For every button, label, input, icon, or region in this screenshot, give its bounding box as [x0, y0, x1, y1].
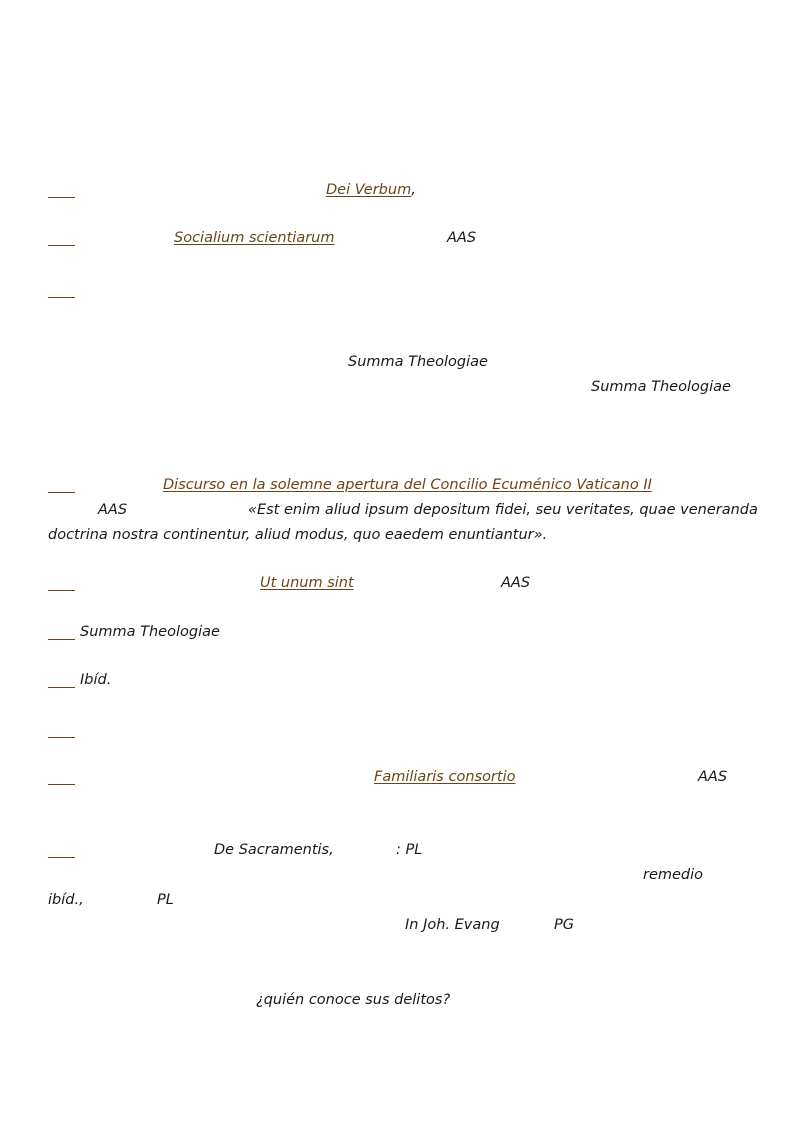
note-11-ref-2: PL	[157, 892, 174, 908]
note-11-ref-1: : PL	[396, 842, 423, 858]
discurso-vaticano-link[interactable]: Discurso en la solemne apertura del Concilio Ecuménico Vaticano II	[163, 477, 652, 493]
note-11-work: De Sacramentis,	[214, 842, 334, 858]
dei-verbum-link[interactable]: Dei Verbum	[326, 182, 412, 198]
note-1-comma: ,	[411, 182, 416, 198]
note-5-ref: AAS	[98, 502, 128, 518]
note-11-ref-3: PG	[554, 917, 574, 933]
note-6-ref: AAS	[501, 575, 531, 591]
footnote-marker[interactable]	[48, 492, 75, 493]
familiaris-consortio-link[interactable]: Familiaris consortio	[374, 769, 516, 785]
footnote-marker[interactable]	[48, 737, 75, 738]
footnote-marker[interactable]	[48, 197, 75, 198]
note-10-ref: AAS	[698, 769, 728, 785]
footnote-marker[interactable]	[48, 687, 75, 688]
footnote-marker[interactable]	[48, 245, 75, 246]
footnote-marker[interactable]	[48, 857, 75, 858]
note-4-work-1: Summa Theologiae	[348, 354, 488, 370]
footnote-marker[interactable]	[48, 784, 75, 785]
note-12-question: ¿quién conoce sus delitos?	[256, 992, 451, 1008]
note-11-word: remedio	[643, 867, 704, 883]
socialium-scientiarum-link[interactable]: Socialium scientiarum	[174, 230, 335, 246]
footnote-marker[interactable]	[48, 297, 75, 298]
note-11-work-2: In Joh. Evang	[405, 917, 500, 933]
note-4-work-2: Summa Theologiae	[591, 379, 731, 395]
ut-unum-sint-link[interactable]: Ut unum sint	[260, 575, 354, 591]
footnote-marker[interactable]	[48, 639, 75, 640]
footnote-marker[interactable]	[48, 590, 75, 591]
note-2-ref: AAS	[447, 230, 477, 246]
note-5-quote-line-1: «Est enim aliud ipsum depositum fidei, seu veritates, quae veneranda	[248, 502, 758, 518]
note-8-work: Ibíd.	[80, 672, 112, 688]
note-1	[326, 183, 416, 198]
note-7-work: Summa Theologiae	[80, 624, 220, 640]
note-11-ibid: ibíd.,	[48, 892, 84, 908]
note-5-quote-line-2: doctrina nostra continentur, aliud modus, quo eaedem enuntiantur».	[48, 527, 548, 543]
